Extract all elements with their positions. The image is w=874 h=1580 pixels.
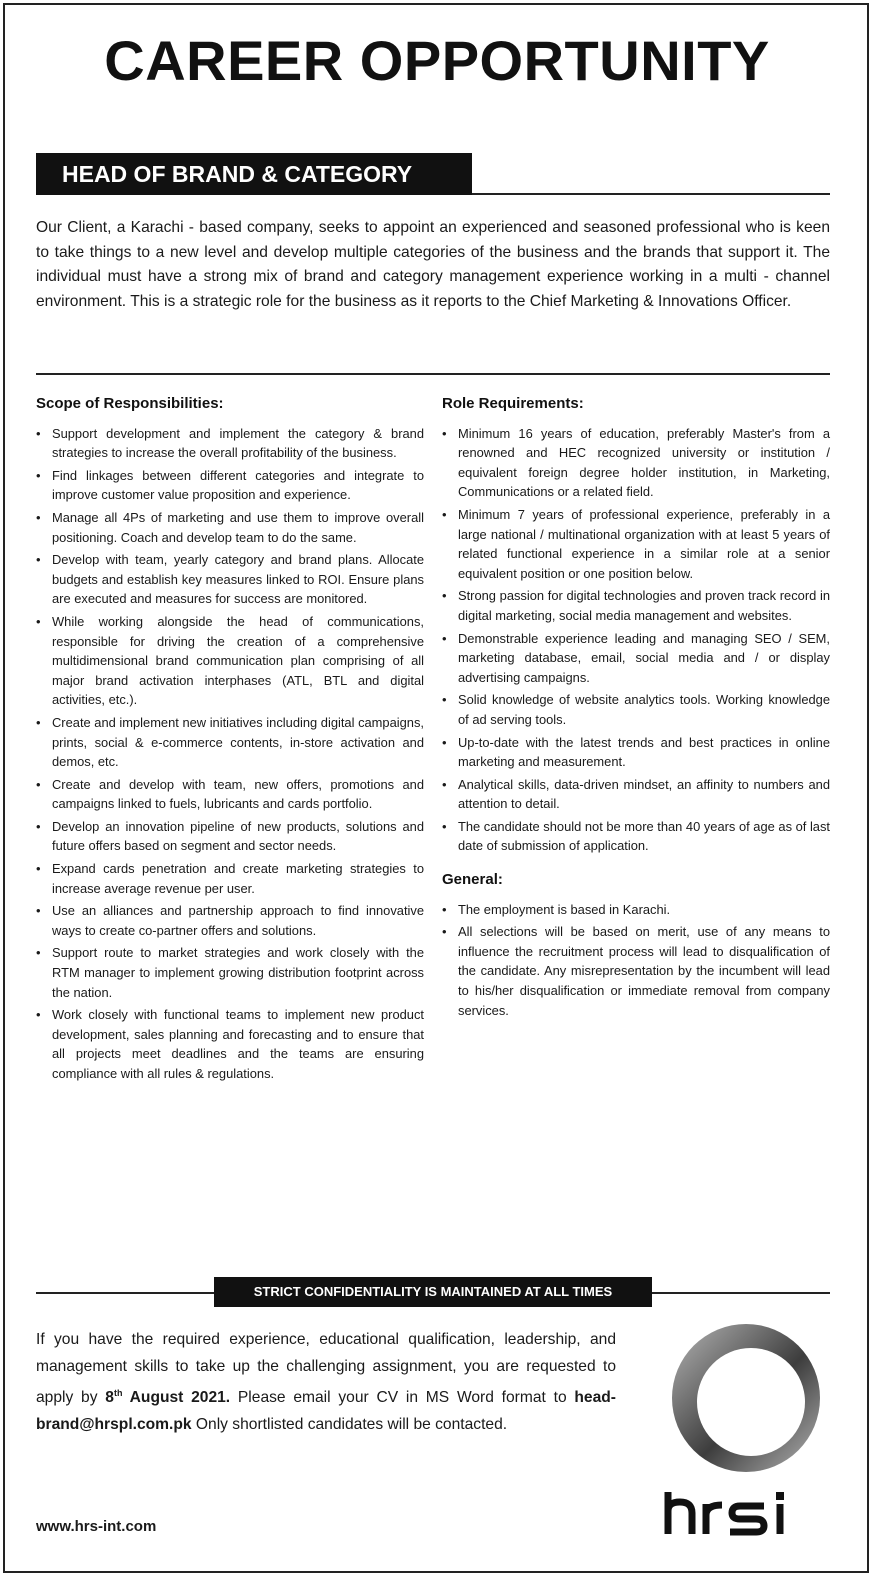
apply-text: Only shortlisted candidates will be contacted. — [191, 1415, 508, 1433]
hrsi-logo — [660, 1318, 830, 1540]
hrsi-wordmark — [668, 1492, 780, 1534]
list-item: • Develop with team, yearly category and brand plans. Allocate budgets and establish key measures linked to ROI. Ensure plans are executed and measures for success are monitored. — [36, 550, 424, 609]
general-list — [442, 900, 830, 1021]
scope-column — [36, 394, 424, 1087]
requirements-list — [442, 424, 830, 856]
ring-icon — [672, 1324, 820, 1472]
i-dot — [776, 1492, 784, 1500]
email-link[interactable]: head-brand@hrspl.com.pk — [36, 1389, 616, 1433]
list-item: • Minimum 7 years of professional experience, preferably in a large national / multinational organization with at least 5 years of related functional experience in a similar role at a senior equivalent position or one position below. — [442, 505, 830, 583]
website-link[interactable]: www.hrs-int.com — [36, 1518, 157, 1535]
list-item: • Strong passion for digital technologies and proven track record in digital marketing, social media management and websites. — [442, 586, 830, 625]
confidentiality-banner: STRICT CONFIDENTIALITY IS MAINTAINED AT ALL TIMES — [214, 1277, 652, 1307]
requirements-column — [442, 394, 830, 1023]
list-item: • Create and implement new initiatives including digital campaigns, prints, social & e-commerce contents, in-store activation and demos, etc. — [36, 713, 424, 772]
title-divider — [472, 193, 830, 195]
list-item: • Demonstrable experience leading and managing SEO / SEM, marketing database, email, social media and / or display advertising campaigns. — [442, 629, 830, 688]
list-item: • Use an alliances and partnership approach to find innovative ways to create co-partner offers and solutions. — [36, 901, 424, 940]
apply-text: Please email your CV in MS Word format to — [230, 1389, 575, 1407]
deadline: 8th August 2021. — [105, 1388, 231, 1407]
list-item: • Support route to market strategies and work closely with the RTM manager to implement growing distribution footprint across the nation. — [36, 943, 424, 1002]
requirements-heading: Role Requirements: — [442, 395, 584, 412]
list-item: • Solid knowledge of website analytics tools. Working knowledge of ad serving tools. — [442, 690, 830, 729]
apply-text: If you have the required experience, educational qualification, leadership, and management skills to take up the challenging assignment, you are requested to apply by — [36, 1331, 616, 1407]
page-title: CAREER OPPORTUNITY — [104, 29, 770, 92]
list-item: • Develop an innovation pipeline of new products, solutions and future offers based on segment and sector needs. — [36, 817, 424, 856]
list-item: • Manage all 4Ps of marketing and use them to improve overall positioning. Coach and develop team to do the same. — [36, 508, 424, 547]
list-item: • Minimum 16 years of education, preferably Master's from a renowned and HEC recognized university or institution / equivalent foreign degree holder institution, in Marketing, Communications or a related field. — [442, 424, 830, 502]
apply-paragraph — [36, 1327, 616, 1438]
section-divider — [36, 373, 830, 375]
general-heading: General: — [442, 871, 503, 889]
list-item: • Work closely with functional teams to implement new product development, sales planning and forecasting and to ensure that all projects meet deadlines and the teams are ensuring compliance with all rules & regulations. — [36, 1005, 424, 1083]
scope-list — [36, 424, 424, 1084]
list-item: • Support development and implement the category & brand strategies to increase the overall profitability of the business. — [36, 424, 424, 463]
list-item: • The employment is based in Karachi. — [442, 900, 830, 920]
intro-paragraph: Our Client, a Karachi - based company, seeks to appoint an experienced and seasoned professional who is keen to take things to a new level and develop multiple categories of the business and the brands that support it. The individual must have a strong mix of brand and category management experience working in a multi - channel environment. This is a strategic role for the business as it reports to the Chief Marketing & Innovations Officer. — [36, 219, 830, 310]
list-item: • Create and develop with team, new offers, promotions and campaigns linked to fuels, lubricants and cards portfolio. — [36, 775, 424, 814]
position-title: HEAD OF BRAND & CATEGORY — [36, 153, 472, 195]
list-item: • The candidate should not be more than 40 years of age as of last date of submission of application. — [442, 817, 830, 856]
list-item: • All selections will be based on merit, use of any means to influence the recruitment process will lead to disqualification of the candidate. Any misrepresentation by the incumbent will lead to his/her disqualification or immediate removal from company services. — [442, 922, 830, 1020]
list-item: • Expand cards penetration and create marketing strategies to increase average revenue per user. — [36, 859, 424, 898]
scope-heading: Scope of Responsibilities: — [36, 395, 224, 412]
list-item: • While working alongside the head of communications, responsible for driving the creation of a comprehensive multidimensional brand communication plan comprising of all major brand activation interphases (ATL, BTL and digital activities, etc.). — [36, 612, 424, 710]
list-item: • Analytical skills, data-driven mindset, an affinity to numbers and attention to detail. — [442, 775, 830, 814]
list-item: • Find linkages between different categories and integrate to improve customer value proposition and experience. — [36, 466, 424, 505]
list-item: • Up-to-date with the latest trends and best practices in online marketing and measurement. — [442, 733, 830, 772]
